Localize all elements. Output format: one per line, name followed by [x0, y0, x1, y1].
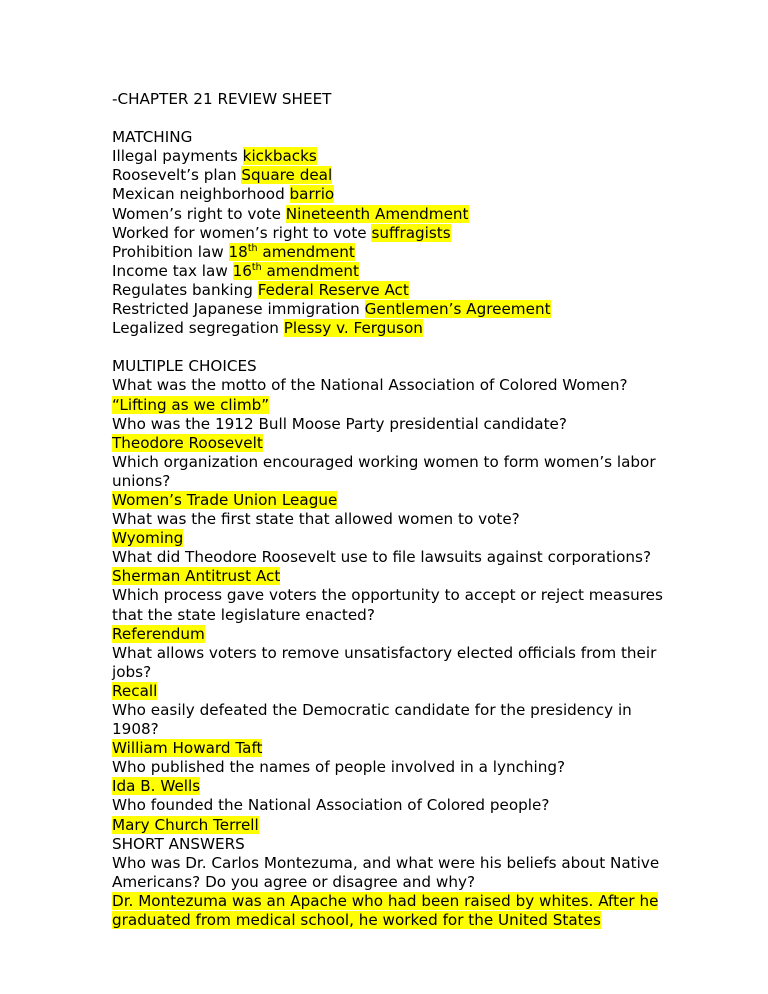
matching-prompt: Legalized segregation [112, 319, 279, 338]
ordinal-suffix: th [247, 242, 258, 254]
answer-line [112, 396, 672, 415]
matching-answer: Plessy v. Ferguson [283, 319, 423, 338]
matching-item [112, 300, 672, 319]
question: Which process gave voters the opportunity to accept or reject measures that the state legislature enacted? [112, 586, 663, 624]
answer: Theodore Roosevelt [112, 433, 263, 452]
matching-prompt: Worked for women’s right to vote [112, 223, 367, 242]
matching-answer [233, 262, 359, 280]
question: Who was the 1912 Bull Moose Party presidential candidate? [112, 414, 567, 433]
question: Who was Dr. Carlos Montezuma, and what were his beliefs about Native Americans? Do you agree or disagree and why? [112, 853, 660, 891]
answer: William Howard Taft [112, 739, 263, 758]
matching-item [112, 147, 672, 166]
answer: Sherman Antitrust Act [112, 567, 281, 586]
question: What allows voters to remove unsatisfactory elected officials from their jobs? [112, 643, 657, 681]
matching-answer: suffragists [371, 223, 451, 242]
question: Who easily defeated the Democratic candidate for the presidency in 1908? [112, 701, 632, 739]
multiple-choice-section [112, 357, 672, 834]
answer-number: 16 [232, 261, 252, 280]
answer: Women’s Trade Union League [112, 490, 338, 509]
multiple-choice-heading: MULTIPLE CHOICES [112, 357, 257, 376]
document-page [112, 90, 672, 930]
question: Who published the names of people involved in a lynching? [112, 758, 566, 777]
question: What was the first state that allowed women to vote? [112, 510, 520, 529]
answer-line [112, 739, 672, 758]
matching-item [112, 243, 672, 262]
answer-number: 18 [228, 242, 248, 261]
matching-answer: Nineteenth Amendment [285, 204, 469, 223]
matching-answer: Square deal [241, 166, 333, 185]
question: What was the motto of the National Association of Colored Women? [112, 376, 628, 395]
matching-item [112, 166, 672, 185]
matching-answer: Federal Reserve Act [257, 280, 409, 299]
matching-item [112, 262, 672, 281]
answer-line [112, 567, 672, 586]
answer-line [112, 434, 672, 453]
matching-prompt: Restricted Japanese immigration [112, 300, 360, 319]
short-answers-heading: SHORT ANSWERS [112, 834, 245, 853]
matching-answer: Gentlemen’s Agreement [364, 300, 551, 319]
answer: Recall [112, 681, 158, 700]
spacer [112, 338, 672, 357]
answer-line [112, 777, 672, 796]
matching-answer: kickbacks [242, 147, 317, 166]
answer: “Lifting as we climb” [112, 395, 270, 414]
matching-item [112, 185, 672, 204]
matching-item [112, 205, 672, 224]
answer-line [112, 491, 672, 510]
answer-line [112, 625, 672, 644]
matching-answer: barrio [289, 185, 335, 204]
answer-rest: amendment [257, 242, 355, 261]
matching-prompt: Income tax law [112, 261, 228, 280]
short-answers-section [112, 835, 672, 930]
matching-heading: MATCHING [112, 128, 193, 147]
matching-item [112, 224, 672, 243]
matching-prompt: Women’s right to vote [112, 204, 281, 223]
question: What did Theodore Roosevelt use to file lawsuits against corporations? [112, 548, 652, 567]
matching-prompt: Regulates banking [112, 280, 253, 299]
answer-line [112, 816, 672, 835]
answer: Referendum [112, 624, 205, 643]
ordinal-suffix: th [251, 261, 262, 273]
matching-answer [229, 243, 355, 261]
answer: Mary Church Terrell [112, 815, 259, 834]
matching-prompt: Roosevelt’s plan [112, 166, 237, 185]
matching-prompt: Prohibition law [112, 242, 224, 261]
matching-prompt: Mexican neighborhood [112, 185, 285, 204]
matching-section [112, 128, 672, 338]
answer-line [112, 529, 672, 548]
question: Who founded the National Association of Colored people? [112, 796, 550, 815]
document-title: -CHAPTER 21 REVIEW SHEET [112, 90, 332, 108]
question: Which organization encouraged working women to form women’s labor unions? [112, 452, 656, 490]
matching-item [112, 319, 672, 338]
matching-prompt: Illegal payments [112, 147, 238, 166]
answer-line [112, 682, 672, 701]
answer-rest: amendment [261, 261, 359, 280]
matching-item [112, 281, 672, 300]
spacer [112, 109, 672, 128]
answer-paragraph [112, 892, 672, 930]
answer: Ida B. Wells [112, 777, 201, 796]
answer: Wyoming [112, 529, 184, 548]
answer: Dr. Montezuma was an Apache who had been raised by whites. After he graduated from medical school, he worked for the United States [112, 891, 659, 930]
